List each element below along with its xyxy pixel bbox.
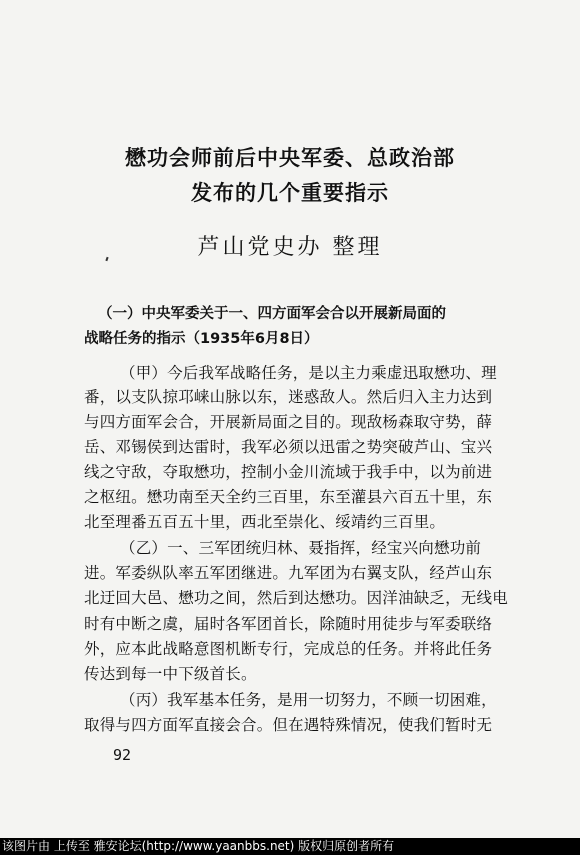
body-line-2: 番，以支队掠邛崃山脉以东，迷惑敌人。然后归入主力达到	[84, 388, 493, 406]
body-line-13: 传达到每一中下级首长。	[84, 665, 257, 683]
section-heading-line-2: 战略任务的指示（1935年6月8日）	[84, 331, 319, 347]
body-line-11: 时有中断之虞，届时各军团首长，除随时用徒步与军委联络	[84, 615, 493, 633]
article-title-line-1: 懋功会师前后中央军委、总政治部	[125, 146, 455, 170]
watermark-banner: 该图片由 上传至 雅安论坛(http://www.yaanbbs.net) 版权归原创者所有	[0, 838, 580, 855]
author-credit: 芦山党史办 整理	[197, 235, 383, 260]
body-line-1: （甲）今后我军战略任务，是以主力乘虚迅取懋功、理	[120, 364, 497, 382]
body-line-7: 北至理番五百五十里，西北至崇化、绥靖约三百里。	[84, 513, 446, 531]
body-line-15: 取得与四方面军直接会合。但在遇特殊情况，使我们暂时无	[84, 716, 493, 734]
body-line-5: 线之守敌，夺取懋功，控制小金川流域于我手中，以为前进	[84, 463, 493, 481]
body-line-4: 岳、邓锡侯到达雷时，我军必须以迅雷之势突破芦山、宝兴	[84, 438, 493, 456]
section-heading-line-1: （一）中央军委关于一、四方面军会合以开展新局面的	[98, 306, 446, 322]
article-title-line-2: 发布的几个重要指示	[191, 181, 389, 205]
body-line-9: 进。军委纵队率五军团继进。九军团为右翼支队，经芦山东	[84, 564, 493, 582]
body-line-6: 之枢纽。懋功南至天全约三百里，东至灌县六百五十里，东	[84, 488, 493, 506]
page-number: 92	[113, 746, 132, 764]
body-line-12: 外，应本此战略意图机断专行，完成总的任务。并将此任务	[84, 640, 493, 658]
body-line-8: （乙）一、三军团统归林、聂指挥，经宝兴向懋功前	[120, 539, 482, 557]
body-line-14: （丙）我军基本任务，是用一切努力，不顾一切困难，	[120, 691, 497, 709]
body-line-10: 北迂回大邑、懋功之间，然后到达懋功。因洋油缺乏，无线电	[84, 589, 508, 607]
body-line-3: 与四方面军会合，开展新局面之目的。现敌杨森取守势，薛	[84, 413, 493, 431]
